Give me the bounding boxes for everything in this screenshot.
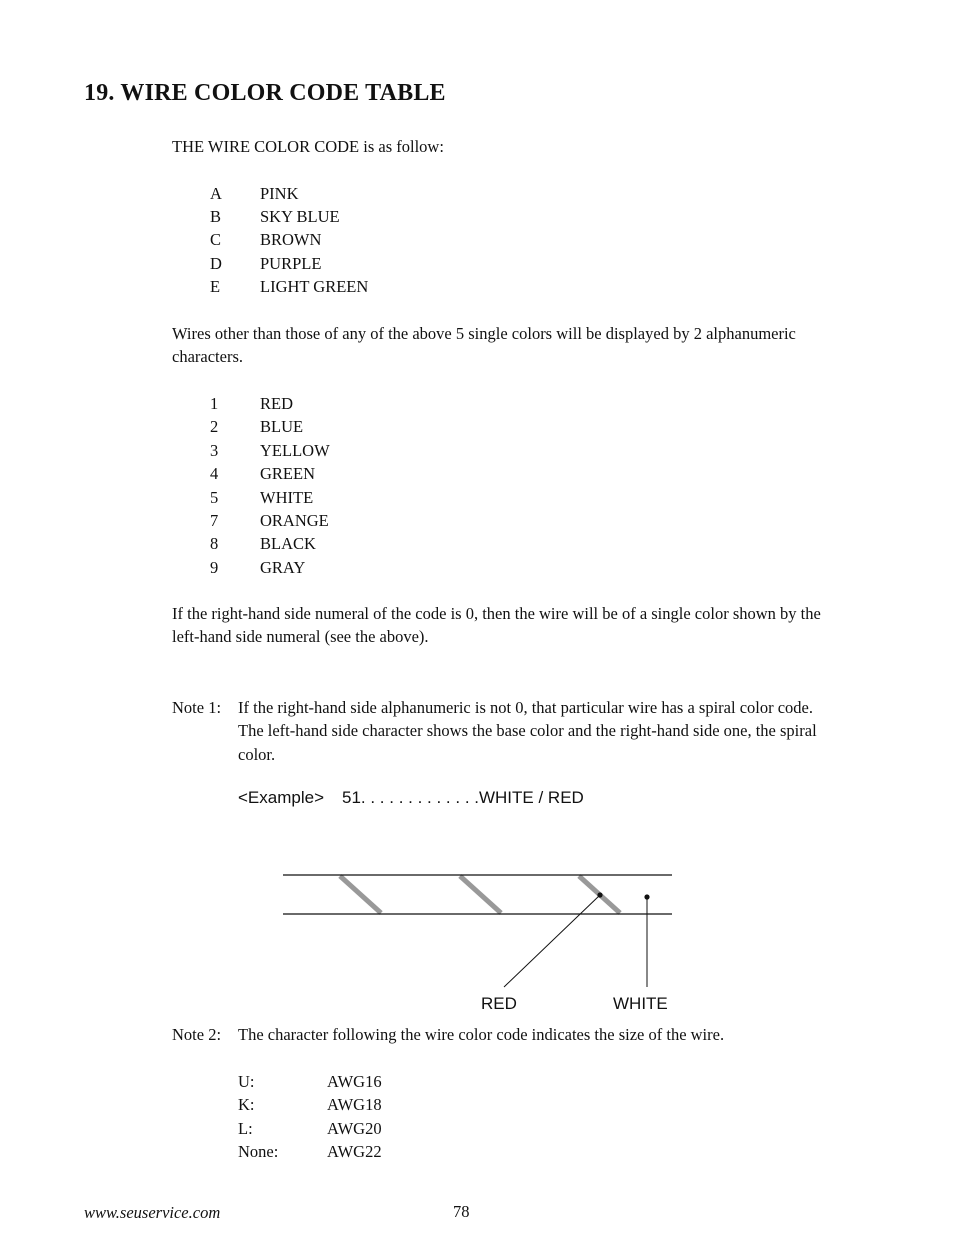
number-code: 5	[210, 488, 219, 507]
number-color: GREEN	[260, 464, 315, 483]
spiral-stripes	[340, 876, 620, 913]
number-color: BLACK	[260, 534, 316, 553]
awg-size: AWG18	[327, 1095, 382, 1114]
awg-code: U:	[238, 1072, 255, 1091]
example-value: 51. . . . . . . . . . . . .WHITE / RED	[342, 788, 584, 807]
number-color: ORANGE	[260, 511, 329, 530]
spiral-stripe	[460, 876, 501, 913]
number-color: WHITE	[260, 488, 314, 507]
note2-text: The character following the wire color code indicates the size of the wire.	[238, 1025, 725, 1044]
number-code: 1	[210, 394, 219, 413]
number-color: YELLOW	[260, 441, 330, 460]
letter-code: C	[210, 230, 222, 249]
section-title: 19. WIRE COLOR CODE TABLE	[84, 80, 446, 106]
note2-label: Note 2:	[172, 1025, 222, 1044]
letter-code: B	[210, 207, 222, 226]
two-char-paragraph: Wires other than those of any of the above 5 single colors will be displayed by 2 alphanumeric characters.	[172, 324, 796, 367]
letter-code: D	[210, 254, 222, 273]
number-code: 9	[210, 558, 219, 577]
awg-size: AWG16	[327, 1072, 382, 1091]
letter-color: LIGHT GREEN	[260, 277, 369, 296]
intro-text: THE WIRE COLOR CODE is as follow:	[172, 137, 444, 156]
example-label: <Example>	[238, 788, 324, 807]
letter-color: PURPLE	[260, 254, 322, 273]
note1-text: If the right-hand side alphanumeric is not 0, that particular wire has a spiral color code. The left-hand side character shows the base color and the right-hand side one, the spiral color.	[238, 698, 817, 764]
page-number: 78	[453, 1202, 470, 1221]
awg-size: AWG22	[327, 1142, 382, 1161]
white-pointer-dot	[644, 894, 649, 899]
number-code: 7	[210, 511, 219, 530]
number-code: 4	[210, 464, 219, 483]
letter-color: PINK	[260, 184, 299, 203]
number-color: RED	[260, 394, 293, 413]
awg-code: None:	[238, 1142, 279, 1161]
red-label: RED	[481, 994, 517, 1013]
number-code: 3	[210, 441, 219, 460]
spiral-stripe	[340, 876, 381, 913]
awg-code: K:	[238, 1095, 255, 1114]
number-code: 2	[210, 417, 219, 436]
letter-color: SKY BLUE	[260, 207, 340, 226]
number-color: GRAY	[260, 558, 306, 577]
letter-code: A	[210, 184, 222, 203]
red-pointer-dot	[597, 892, 602, 897]
awg-code: L:	[238, 1119, 253, 1138]
note1-label: Note 1:	[172, 698, 222, 717]
footer-url: www.seuservice.com	[84, 1203, 221, 1222]
letter-color: BROWN	[260, 230, 322, 249]
number-code: 8	[210, 534, 219, 553]
red-leader-line	[504, 895, 600, 987]
letter-code: E	[210, 277, 221, 296]
zero-paragraph: If the right-hand side numeral of the code is 0, then the wire will be of a single color shown by the left-hand side numeral (see the above).	[172, 604, 821, 647]
awg-size: AWG20	[327, 1119, 382, 1138]
number-color: BLUE	[260, 417, 304, 436]
white-label: WHITE	[613, 994, 668, 1013]
